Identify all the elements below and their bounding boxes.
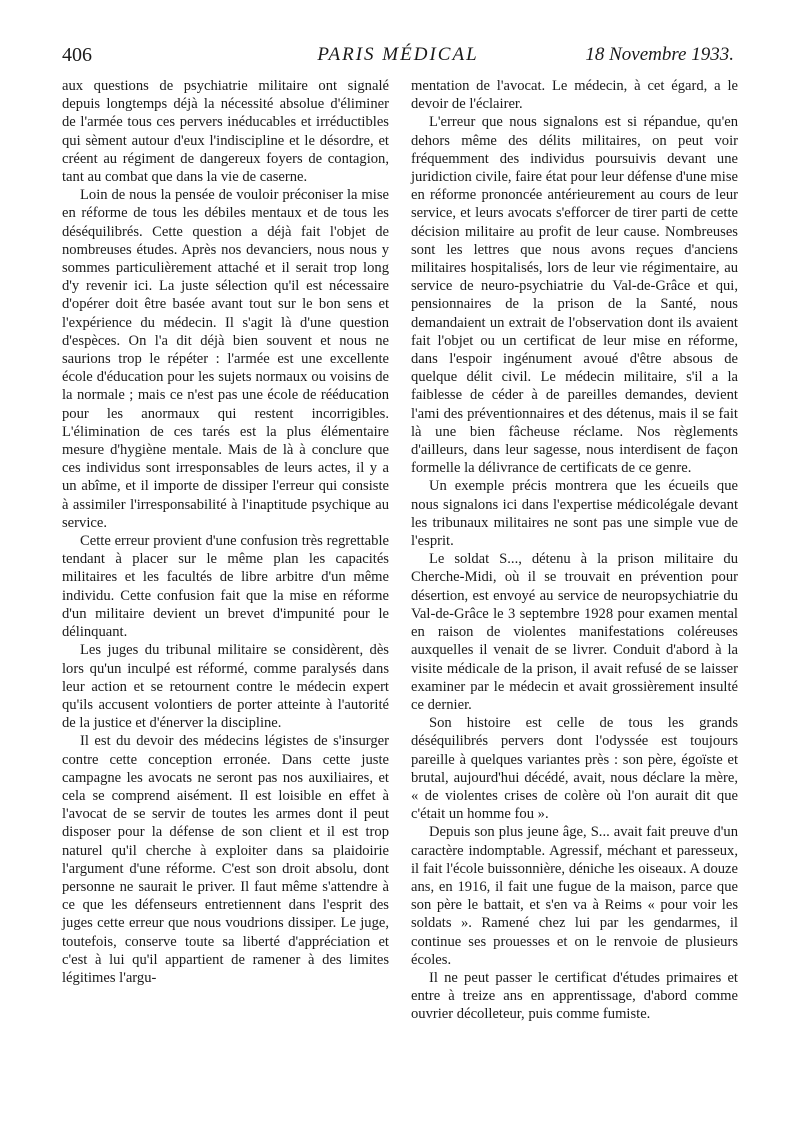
left-column <box>62 77 389 987</box>
paragraph: Il ne peut passer le certificat d'études primaires et entre à treize ans en apprentissage, d'abord comme ouvrier décolleteur, puis comme fumiste. <box>411 969 738 1023</box>
paragraph: L'erreur que nous signalons est si répandue, qu'en dehors même des délits militaires, on peut voir fréquemment des individus poursuivis devant une juridiction civile, faire état pour leur défense d'une mise en réforme prononcée antérieurement au cours de leur service, et leurs avocats s'efforcer de tirer parti de cette décision militaire au profit de leur cause. Nombreuses sont les lettres que nous avons reçues d'anciens militaires hospitalisés, lors de leur vie régimentaire, au service de neuro-psychiatrie du Val-de-Grâce et qui, pensionnaires de la prison de la Santé, nous demandaient un extrait de l'observation dont ils avaient fait l'objet ou un certificat de leur mise en réforme, dans l'espoir ingénument avoué d'être absous de quelque délit civil. Le médecin militaire, s'il a la faiblesse de céder à de pareilles demandes, devient l'ami des préventionnaires et des détenus, mais il se fait là une bien fâcheuse réclame. Nos règlements d'ailleurs, dans leur sagesse, nous interdisent de façon formelle la délivrance de certificats de ce genre. <box>411 114 738 477</box>
page-number: 406 <box>62 44 92 66</box>
page-header <box>62 44 734 70</box>
right-column <box>411 77 738 1024</box>
issue-date: 18 Novembre 1933. <box>585 44 734 65</box>
paragraph: Son histoire est celle de tous les grands déséquilibrés pervers dont l'odyssée est toujours pareille à quelques variantes près : son père, égoïste et brutal, aujourd'hui décédé, avait, nous déclare la mère, « de violentes crises de colère où l'on aurait dit que c'était un homme fou ». <box>411 715 738 823</box>
paragraph: Les juges du tribunal militaire se considèrent, dès lors qu'un inculpé est réformé, comme paralysés dans leur action et se retournent contre le médecin expert qu'ils accusent volontiers de porter atteinte à l'autorité de la justice et d'énerver la discipline. <box>62 642 389 732</box>
journal-title: PARIS MÉDICAL <box>317 44 479 65</box>
paragraph: mentation de l'avocat. Le médecin, à cet égard, a le devoir de l'éclairer. <box>411 78 738 113</box>
paragraph: Cette erreur provient d'une confusion très regrettable tendant à placer sur le même plan les capacités militaires et les facultés de libre arbitre d'un même individu. Cette confusion fait que la mise en réforme d'un militaire devient un brevet d'impunité pour le délinquant. <box>62 533 389 641</box>
paragraph: Un exemple précis montrera que les écueils que nous signalons ici dans l'expertise médicolégale devant les tribunaux militaires ne sont pas une simple vue de l'esprit. <box>411 478 738 550</box>
paragraph: Il est du devoir des médecins légistes de s'insurger contre cette conception erronée. Dans cette juste campagne les avocats ne seront pas nos auxiliaires, et cela se comprend aisément. Il est loisible en effet à l'avocat de se servir de toutes les armes dont il peut disposer pour la défense de son client et il est trop naturel qu'il cherche à exploiter dans sa plaidoirie l'argument d'une réforme. C'est son droit absolu, dont personne ne saurait le priver. Il faut même s'attendre à ce que les défenseurs entretiennent dans l'esprit des juges cette erreur que nous voudrions dissiper. Le juge, toutefois, conserve toute sa liberté d'appréciation et c'est à lui qu'il appartient de ramener à des limites légitimes l'argu- <box>62 733 389 986</box>
paragraph: aux questions de psychiatrie militaire ont signalé depuis longtemps déjà la nécessité absolue d'éliminer de l'armée tous ces pervers inéducables et irréductibles qui sèment autour d'eux l'indiscipline et le désordre, et créent au régiment de dangereux foyers de contagion, tant au combat que dans la vie de caserne. <box>62 78 389 186</box>
paragraph: Depuis son plus jeune âge, S... avait fait preuve d'un caractère indomptable. Agressif, méchant et paresseux, il fait l'école buissonnière, déniche les oiseaux. A douze ans, en 1916, il fait une fugue de la maison, parce que son père le battait, et s'en va à Reims « pour voir les soldats ». Ramené chez lui par les gendarmes, il continue ses prouesses et on le renvoie de plusieurs écoles. <box>411 824 738 968</box>
paragraph: Le soldat S..., détenu à la prison militaire du Cherche-Midi, où il se trouvait en prévention pour désertion, est envoyé au service de neuropsychiatrie du Val-de-Grâce le 3 septembre 1928 pour examen mental en raison de violentes manifestations coléreuses auxquelles il venait de se livrer. Conduit d'abord à la visite médicale de la prison, il avait refusé de se laisser examiner par le médecin et avait grossièrement insulté ce dernier. <box>411 551 738 713</box>
paragraph: Loin de nous la pensée de vouloir préconiser la mise en réforme de tous les débiles mentaux et de tous les déséquilibrés. Cette question a déjà fait l'objet de nombreuses études. Après nos devanciers, nous nous y sommes particulièrement attaché et il serait trop long d'y revenir ici. La juste sélection qu'il est nécessaire d'opérer doit être basée avant tout sur le bon sens et l'expérience du médecin. Il s'agit là d'une question d'espèces. On l'a dit déjà bien souvent et nous ne saurions trop le répéter : l'armée est une excellente école d'éducation pour les sujets normaux ou voisins de la normale ; mais ce n'est pas une école de rééducation pour les anormaux qui restent incorrigibles. L'élimination de ces tarés est la plus élémentaire mesure d'hygiène mentale. Mais de là à conclure que ces individus sont irresponsables de leurs actes, il y a un abîme, et il importe de dissiper l'erreur qui consiste à assimiler l'irresponsabilité à l'inaptitude psychique au service. <box>62 187 389 531</box>
